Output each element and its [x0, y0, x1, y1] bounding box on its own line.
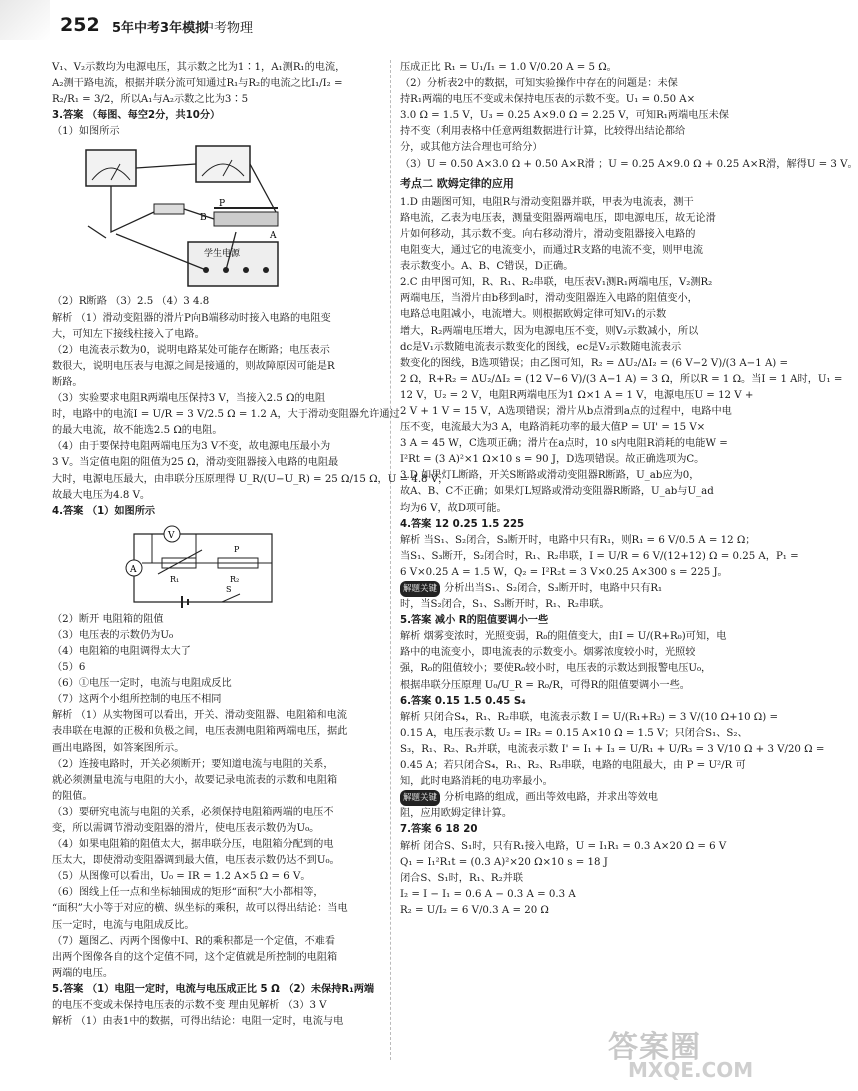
svg-text:V: V: [168, 530, 175, 541]
text-line: 时，当S₂闭合，S₁、S₃断开时，R₁、R₂串联。: [400, 599, 610, 611]
text-line: 阻，应用欧姆定律计算。: [400, 808, 513, 820]
text-line: （2）分析表2中的数据，可知实验操作中存在的问题是：未保: [400, 78, 678, 90]
answer-heading: 4.答案 （1）如图所示: [52, 505, 156, 517]
text-line: （4）由于要保持电阻两端电压为3 V不变，故电源电压最小为: [52, 441, 331, 453]
text-line: 3 A = 45 W，C选项正确；滑片在a点时，10 s内电阻R消耗的电能W =: [400, 438, 728, 450]
tip-badge: 解题关键: [400, 790, 440, 806]
text-line: （2）电流表示数为0，说明电路某处可能存在断路；电压表示: [52, 344, 330, 356]
answer-heading: 4.答案 12 0.25 1.5 225: [400, 518, 525, 530]
tip-line: 解题关键 分析电路的组成，画出等效电路，并求出等效电: [400, 790, 730, 806]
text-line: 两端电压，当滑片由b移到a时，滑动变阻器连入电路的阻值变小，: [400, 293, 698, 305]
text-line: 3.D 如果灯L断路，开关S断路或滑动变阻器R断路，U_ab应为0，: [400, 470, 700, 482]
svg-text:R₂: R₂: [230, 574, 240, 584]
svg-text:P: P: [234, 544, 240, 554]
text-line: 压成正比 R₁ = U₁/I₁ = 1.0 V/0.20 A = 5 Ω。: [400, 62, 617, 73]
text-line: 12 V，U₂ = 2 V，电阻R两端电压为1 Ω×1 A = 1 V，电源电压U = 12 V +: [400, 389, 754, 401]
text-line: 知，此时电路消耗的电功率最小。: [400, 776, 553, 788]
text-line: 持R₁两端的电压不变或未保持电压表的示数不变。U₁ = 0.50 A×: [400, 94, 696, 106]
text-line: 出两个图像各自的这个定值不同，这个定值就是所控制的电阻箱: [52, 951, 338, 963]
text-line: 的最大电流，故不能选2.5 Ω的电阻。: [52, 425, 223, 437]
right-column: [400, 60, 858, 919]
text-line: 路中的电流变小，即电流表的示数变小。烟雾浓度较小时，光照较: [400, 647, 696, 659]
text-line: 电路总电阻减小，电流增大。则根据欧姆定律可知V₁的示数: [400, 309, 667, 321]
text-line: 时，电路中的电流I = U/R = 3 V/2.5 Ω = 1.2 A，大于滑动变阻器允许通过: [52, 409, 400, 421]
section-heading: 考点二 欧姆定律的应用: [400, 176, 514, 190]
text-line: （4）如果电阻箱的阻值太大，据串联分压，电阻箱分配到的电: [52, 839, 334, 851]
text-line: （2）连接电路时，开关必须断开；要知道电流与电阻的关系，: [52, 758, 334, 770]
answer-heading: 7.答案 6 18 20: [400, 824, 478, 836]
text-line: 变，所以需调节滑动变阻器的滑片，使电压表示数仍为U₀。: [52, 823, 320, 834]
text-line: 断路。: [52, 376, 83, 388]
text-line: Q₁ = I₁²R₁t = (0.3 A)²×20 Ω×10 s = 18 J: [400, 856, 608, 868]
text-line: 2.C 由甲图可知，R、R₁、R₂串联，电压表V₁测R₁两端电压，V₂测R₂: [400, 277, 713, 289]
text-line: 解析 （1）从实物图可以看出，开关、滑动变阻器、电阻箱和电流: [52, 710, 347, 722]
text-line: 解析 闭合S、S₁时，只有R₁接入电路，U = I₁R₁ = 0.3 A×20 Ω = 6 V: [400, 840, 727, 852]
watermark-text: 答案圈: [608, 1030, 701, 1065]
tip-badge: 解题关键: [400, 581, 440, 597]
text-line: 数变化的图线，B选项错误；由乙图可知，R₂ = ΔU₂/ΔI₂ = (6 V−2 V)/(3 A−1 A) =: [400, 357, 789, 369]
text-line: 2 V + 1 V = 15 V，A选项错误；滑片从b点滑到a点的过程中，电路中电: [400, 405, 732, 417]
circuit-figure-1: [76, 142, 306, 292]
text-line: R₂ = U/I₂ = 6 V/0.3 A = 20 Ω: [400, 904, 549, 916]
text-line: 分，或其他方法合理也可给分）: [400, 142, 543, 154]
text-line: 路电流，乙表为电压表，测量变阻器两端电压，即电源电压，故无论滑: [400, 212, 716, 224]
circuit-figure-2-drawing: [122, 522, 292, 610]
text-line: 解析 只闭合S₄，R₁、R₂串联，电流表示数 I = U/(R₁+R₂) = 3 V/(10 Ω+10 Ω) =: [400, 711, 778, 723]
text-line: 压一定时，电流与电阻成反比。: [52, 919, 195, 931]
text-line: 大，可知左下接线柱接入了电路。: [52, 328, 205, 340]
text-line: 压不变，电流最大为3 A，电路消耗功率的最大值P = UI' = 15 V×: [400, 422, 706, 434]
text-line: 解析 烟雾变浓时，光照变弱，R₀的阻值变大，由I = U/(R+R₀)可知，电: [400, 631, 727, 643]
text-line: 故最大电压为4.8 V。: [52, 489, 151, 501]
text-line: 3.0 Ω = 1.5 V，U₃ = 0.25 A×9.0 Ω = 2.25 V，可知R₁两端电压未保: [400, 110, 729, 122]
text-line: 增大，R₂两端电压增大，因为电源电压不变，则V₂示数减小，所以: [400, 325, 699, 337]
text-line: （4）电阻箱的电阻调得太大了: [52, 645, 191, 657]
text-line: 2 Ω，R+R₂ = ΔU₂/ΔI₂ = (12 V−6 V)/(3 A−1 A) = 3 Ω，所以R = 1 Ω。当I = 1 A时，U₁ =: [400, 373, 843, 385]
power-supply-label: 学生电源: [204, 249, 241, 260]
text-line: 0.45 A；若只闭合S₄，R₁、R₂、R₃串联，电路的电阻最大，由 P = U²/R 可: [400, 760, 746, 772]
text-line: 3 V。当定值电阻的阻值为25 Ω，滑动变阻器接入电路的电阻最: [52, 457, 339, 469]
svg-text:R₁: R₁: [170, 574, 180, 584]
column-divider: [390, 60, 391, 1060]
corner-shading: [0, 0, 50, 40]
text-line: （3）要研究电流与电阻的关系，必须保持电阻箱两端的电压不: [52, 806, 334, 818]
text-line: 表示数变小。A、B、C错误，D正确。: [400, 261, 574, 273]
svg-text:A: A: [270, 231, 277, 242]
text-line: 故A、B、C不正确；如果灯L短路或滑动变阻器R断路，U_ab与U_ad: [400, 486, 714, 498]
tip-line: 解题关键 分析出当S₁、S₂闭合，S₃断开时，电路中只有R₁: [400, 581, 730, 597]
svg-text:A: A: [130, 564, 137, 575]
text-line: R₂/R₁ = 3/2，所以A₁与A₂示数之比为3∶5: [52, 94, 249, 106]
text-line: I₂ = I − I₁ = 0.6 A − 0.3 A = 0.3 A: [400, 888, 576, 900]
text-line: （5）6: [52, 662, 86, 674]
circuit-figure-2: [122, 522, 292, 610]
text-line: 根据串联分压原理 U₀/U_R = R₀/R，可得R的阻值要调小一些。: [400, 679, 690, 691]
text-line: 强，R₀的阻值较小；要使R₀较小时，电压表的示数达到报警电压U₀，: [400, 663, 712, 675]
text-line: （7）这两个小组所控制的电压不相同: [52, 694, 222, 706]
text-line: 解析 当S₁、S₂闭合，S₃断开时，电路中只有R₁，则R₁ = 6 V/0.5 A = 12 Ω；: [400, 534, 756, 546]
text-line: （6）①电压一定时，电流与电阻成反比: [52, 678, 232, 690]
answer-heading: 6.答案 0.15 1.5 0.45 S₄: [400, 695, 526, 707]
text-line: 压太大，即使滑动变阻器调到最大值，电压表示数仍达不到U₀。: [52, 855, 340, 867]
svg-text:S: S: [226, 584, 232, 594]
text-line: 表串联在电源的正极和负极之间，电压表测电阻箱两端电压，据此: [52, 726, 348, 738]
text-line: 两端的电压。: [52, 967, 114, 979]
text-line: （3）电压表的示数仍为U₀: [52, 629, 174, 641]
text-line: 1.D 由题图可知，电阻R与滑动变阻器并联，甲表为电流表，测干: [400, 196, 694, 208]
text-line: 当S₁、S₃断开，S₂闭合时，R₁、R₂串联，I = U/R = 6 V/(12+12) Ω = 0.25 A，P₁ =: [400, 550, 799, 562]
text-line: （5）从图像可以看出，U₀ = IR = 1.2 A×5 Ω = 6 V。: [52, 871, 311, 883]
text-line: A₂测干路电流，根据并联分流可知通过R₁与R₂的电流之比I₁/I₂ =: [52, 78, 343, 90]
text-line: 片如何移动，其示数不变。向右移动滑片，滑动变阻器接入电路的: [400, 228, 696, 240]
text-line: 电阻变大，通过它的电流变小，而通过R支路的电流不变，则甲电流: [400, 245, 704, 257]
svg-text:P: P: [219, 199, 226, 210]
text-line: 画出电路图，如答案图所示。: [52, 742, 185, 754]
answer-heading: 5.答案 减小 R的阻值要调小一些: [400, 615, 549, 627]
text-line: 的电压不变或未保持电压表的示数不变 理由见解析 （3）3 V: [52, 1000, 327, 1012]
page-number: 252: [60, 14, 100, 36]
text-line: （2）R断路 （3）2.5 （4）3 4.8: [52, 296, 210, 308]
text-line: 持不变（利用表格中任意两组数据进行计算，比较得出结论都给: [400, 126, 686, 138]
watermark-url: MXQE.COM: [628, 1058, 754, 1082]
answer-heading: 5.答案 （1）电阻一定时，电流与电压成正比 5 Ω （2）未保持R₁两端: [52, 983, 375, 995]
text-line: I²Rt = (3 A)²×1 Ω×10 s = 90 J，D选项错误。故正确选项为C。: [400, 454, 705, 466]
text-line: 解析 （1）滑动变阻器的滑片P向B端移动时接入电路的电阻变: [52, 312, 331, 324]
text-line: （2）断开 电阻箱的阻值: [52, 613, 164, 625]
text-line: 均为6 V，故D项可能。: [400, 502, 507, 514]
svg-text:B: B: [200, 213, 207, 224]
page-header: [0, 0, 750, 44]
text-line: （7）题图乙、丙两个图像中I、R的乘积都是一个定值，不难看: [52, 935, 336, 947]
circuit-figure-1-drawing: [76, 142, 306, 292]
text-line: 0.15 A，电压表示数 U₂ = IR₂ = 0.15 A×10 Ω = 1.5 V；只闭合S₁、S₂、: [400, 727, 748, 739]
subject-title: 中考物理: [201, 21, 254, 36]
text-line: V₁、V₂示数均为电源电压，其示数之比为1∶1，A₁测R₁的电流，: [52, 62, 346, 73]
text-line: 解析 （1）由表1中的数据，可得出结论：电阻一定时，电流与电: [52, 1016, 344, 1028]
text-line: 就必须测量电流与电阻的大小，故要记录电流表的示数和电阻箱: [52, 774, 338, 786]
text-line: （1）如图所示: [52, 126, 120, 138]
text-line: dc是V₁示数随电流表示数变化的图线，ec是V₂示数随电流表示: [400, 341, 682, 353]
answer-heading: 3.答案 （每图、每空2分，共10分）: [52, 110, 221, 122]
text-line: （6）图线上任一点和坐标轴围成的矩形“面积”大小都相等，: [52, 887, 324, 899]
book-title: 5年中考3年模拟: [112, 21, 209, 36]
text-line: 的阻值。: [52, 790, 93, 802]
text-line: （3）实验要求电阻R两端电压保持3 V，当接入2.5 Ω的电阻: [52, 393, 326, 405]
text-line: “面积”大小等于对应的横、纵坐标的乘积，故可以得出结论：当电: [52, 903, 348, 915]
text-line: S₃，R₁、R₂、R₃并联，电流表示数 I' = I₁ + I₃ = U/R₁ + U/R₃ = 3 V/10 Ω + 3 V/20 Ω =: [400, 743, 825, 755]
text-line: 大时，电源电压最大，由串联分压原理得 U_R/(U−U_R) = 25 Ω/15 Ω，U = 4.8 V，: [52, 473, 449, 485]
text-line: （3）U = 0.50 A×3.0 Ω + 0.50 A×R滑 ；U = 0.25 A×9.0 Ω + 0.25 A×R滑，解得U = 3 V。: [400, 158, 858, 170]
text-line: 闭合S、S₁时，R₁、R₂并联: [400, 872, 524, 884]
watermark: [608, 1022, 754, 1082]
text-line: 6 V×0.25 A = 1.5 W，Q₂ = I²R₂t = 3 V×0.25 A×300 s = 225 J。: [400, 566, 728, 578]
text-line: 数很大，说明电压表与电源之间是接通的，则故障原因可能是R: [52, 360, 335, 372]
